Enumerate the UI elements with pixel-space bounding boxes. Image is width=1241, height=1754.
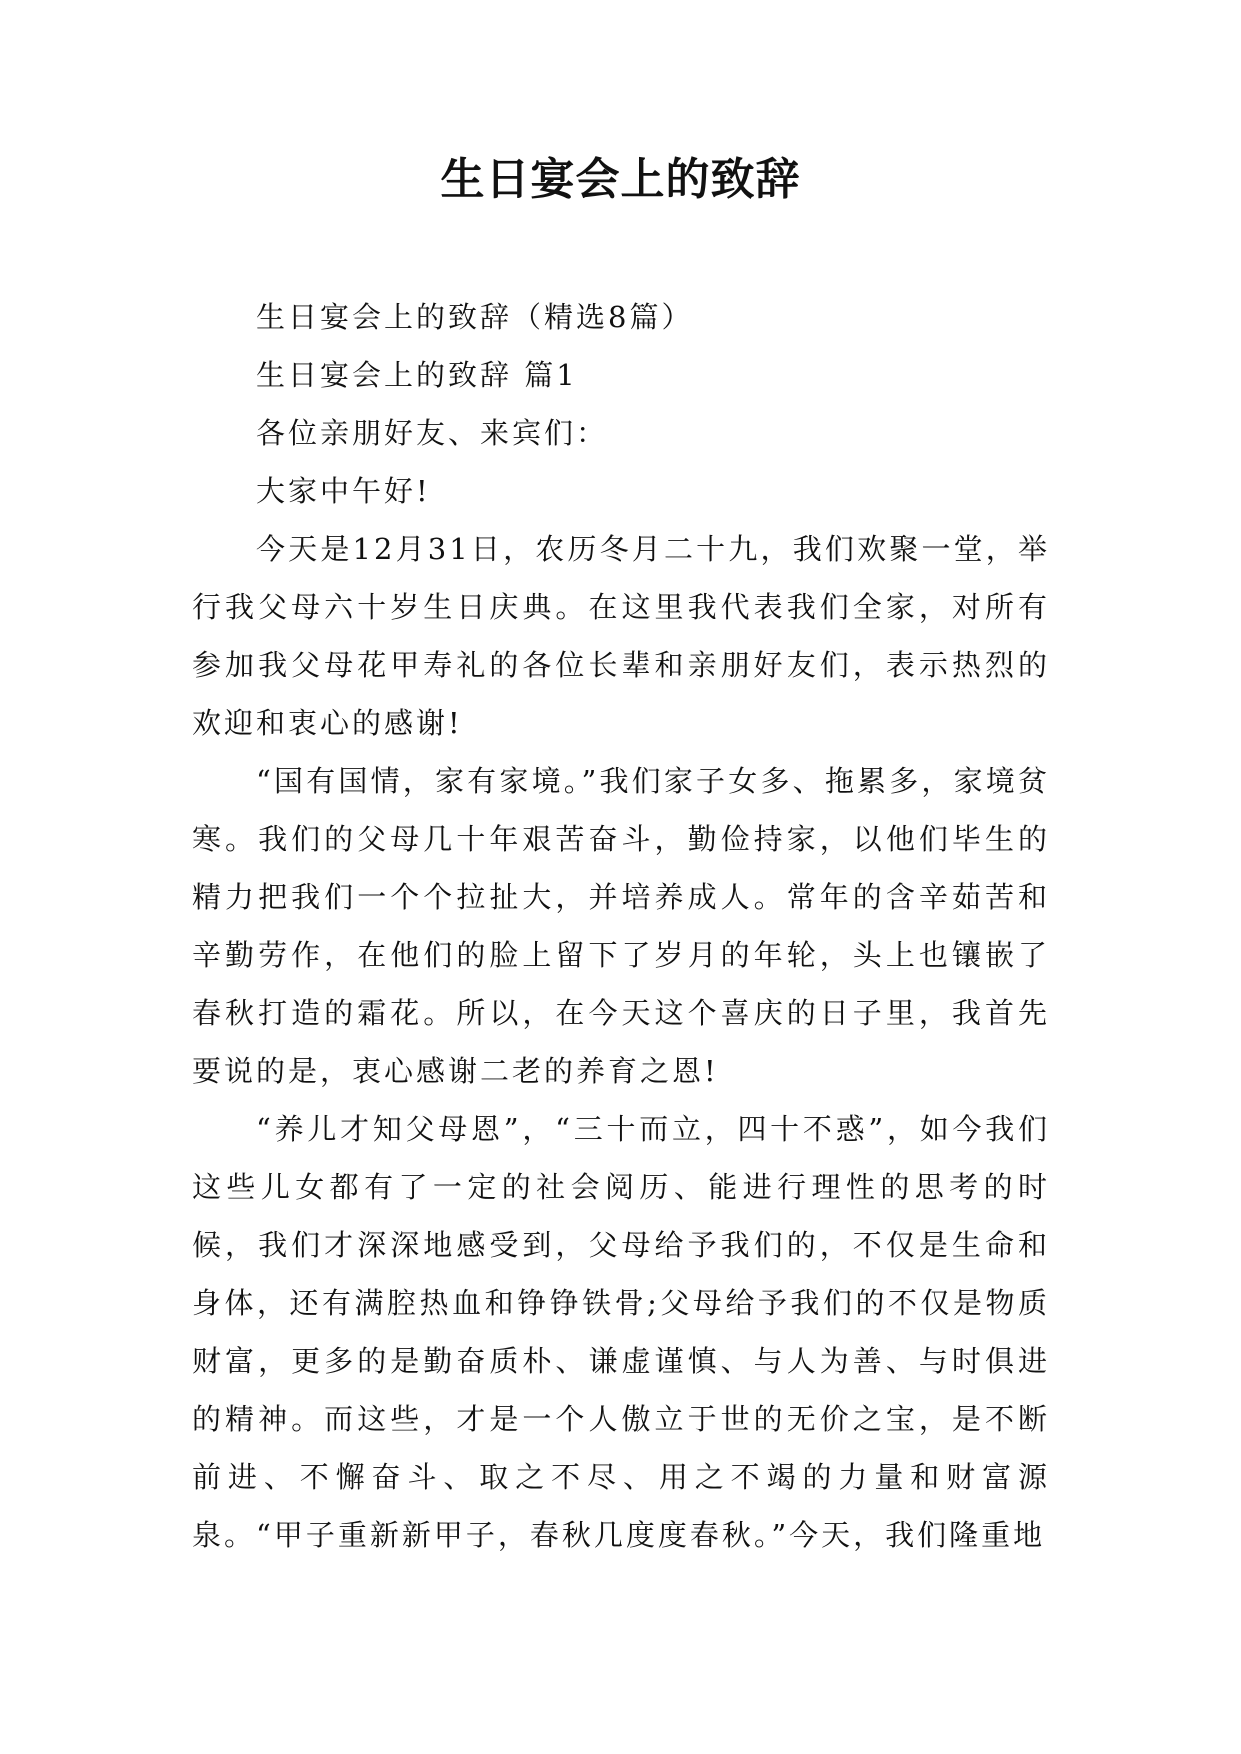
paragraph-subtitle: 生日宴会上的致辞（精选8篇） bbox=[256, 300, 694, 334]
document-title: 生日宴会上的致辞 bbox=[440, 154, 801, 205]
paragraph: 今天是12月31日，农历冬月二十九，我们欢聚一堂，举行我父母六十岁生日庆典。在这里我代表我们全家，对所有参加我父母花甲寿礼的各位长辈和亲朋好友们，表示热烈的欢迎和衷心的感谢! bbox=[192, 532, 1050, 740]
paragraph: “国有国情，家有家境。”我们家子女多、拖累多，家境贫寒。我们的父母几十年艰苦奋斗，勤俭持家，以他们毕生的精力把我们一个个拉扯大，并培养成人。常年的含辛茹苦和辛勤劳作，在他们的脸上留下了岁月的年轮，头上也镶嵌了春秋打造的霜花。所以，在今天这个喜庆的日子里，我首先要说的是，衷心感谢二老的养育之恩! bbox=[192, 764, 1050, 1088]
paragraph-section-heading: 生日宴会上的致辞 篇1 bbox=[256, 358, 578, 392]
document-body bbox=[192, 288, 1050, 1564]
paragraph-greeting: 大家中午好! bbox=[256, 474, 431, 508]
paragraph-salutation: 各位亲朋好友、来宾们： bbox=[256, 416, 609, 450]
paragraph: “养儿才知父母恩”，“三十而立，四十不惑”，如今我们这些儿女都有了一定的社会阅历、能进行理性的思考的时候，我们才深深地感受到，父母给予我们的，不仅是生命和身体，还有满腔热血和铮铮铁骨;父母给予我们的不仅是物质财富，更多的是勤奋质朴、谦虚谨慎、与人为善、与时俱进的精神。而这些，才是一个人傲立于世的无价之宝，是不断前进、不懈奋斗、取之不尽、用之不竭的力量和财富源泉。“甲子重新新甲子，春秋几度度春秋。”今天，我们隆重地 bbox=[192, 1112, 1050, 1552]
